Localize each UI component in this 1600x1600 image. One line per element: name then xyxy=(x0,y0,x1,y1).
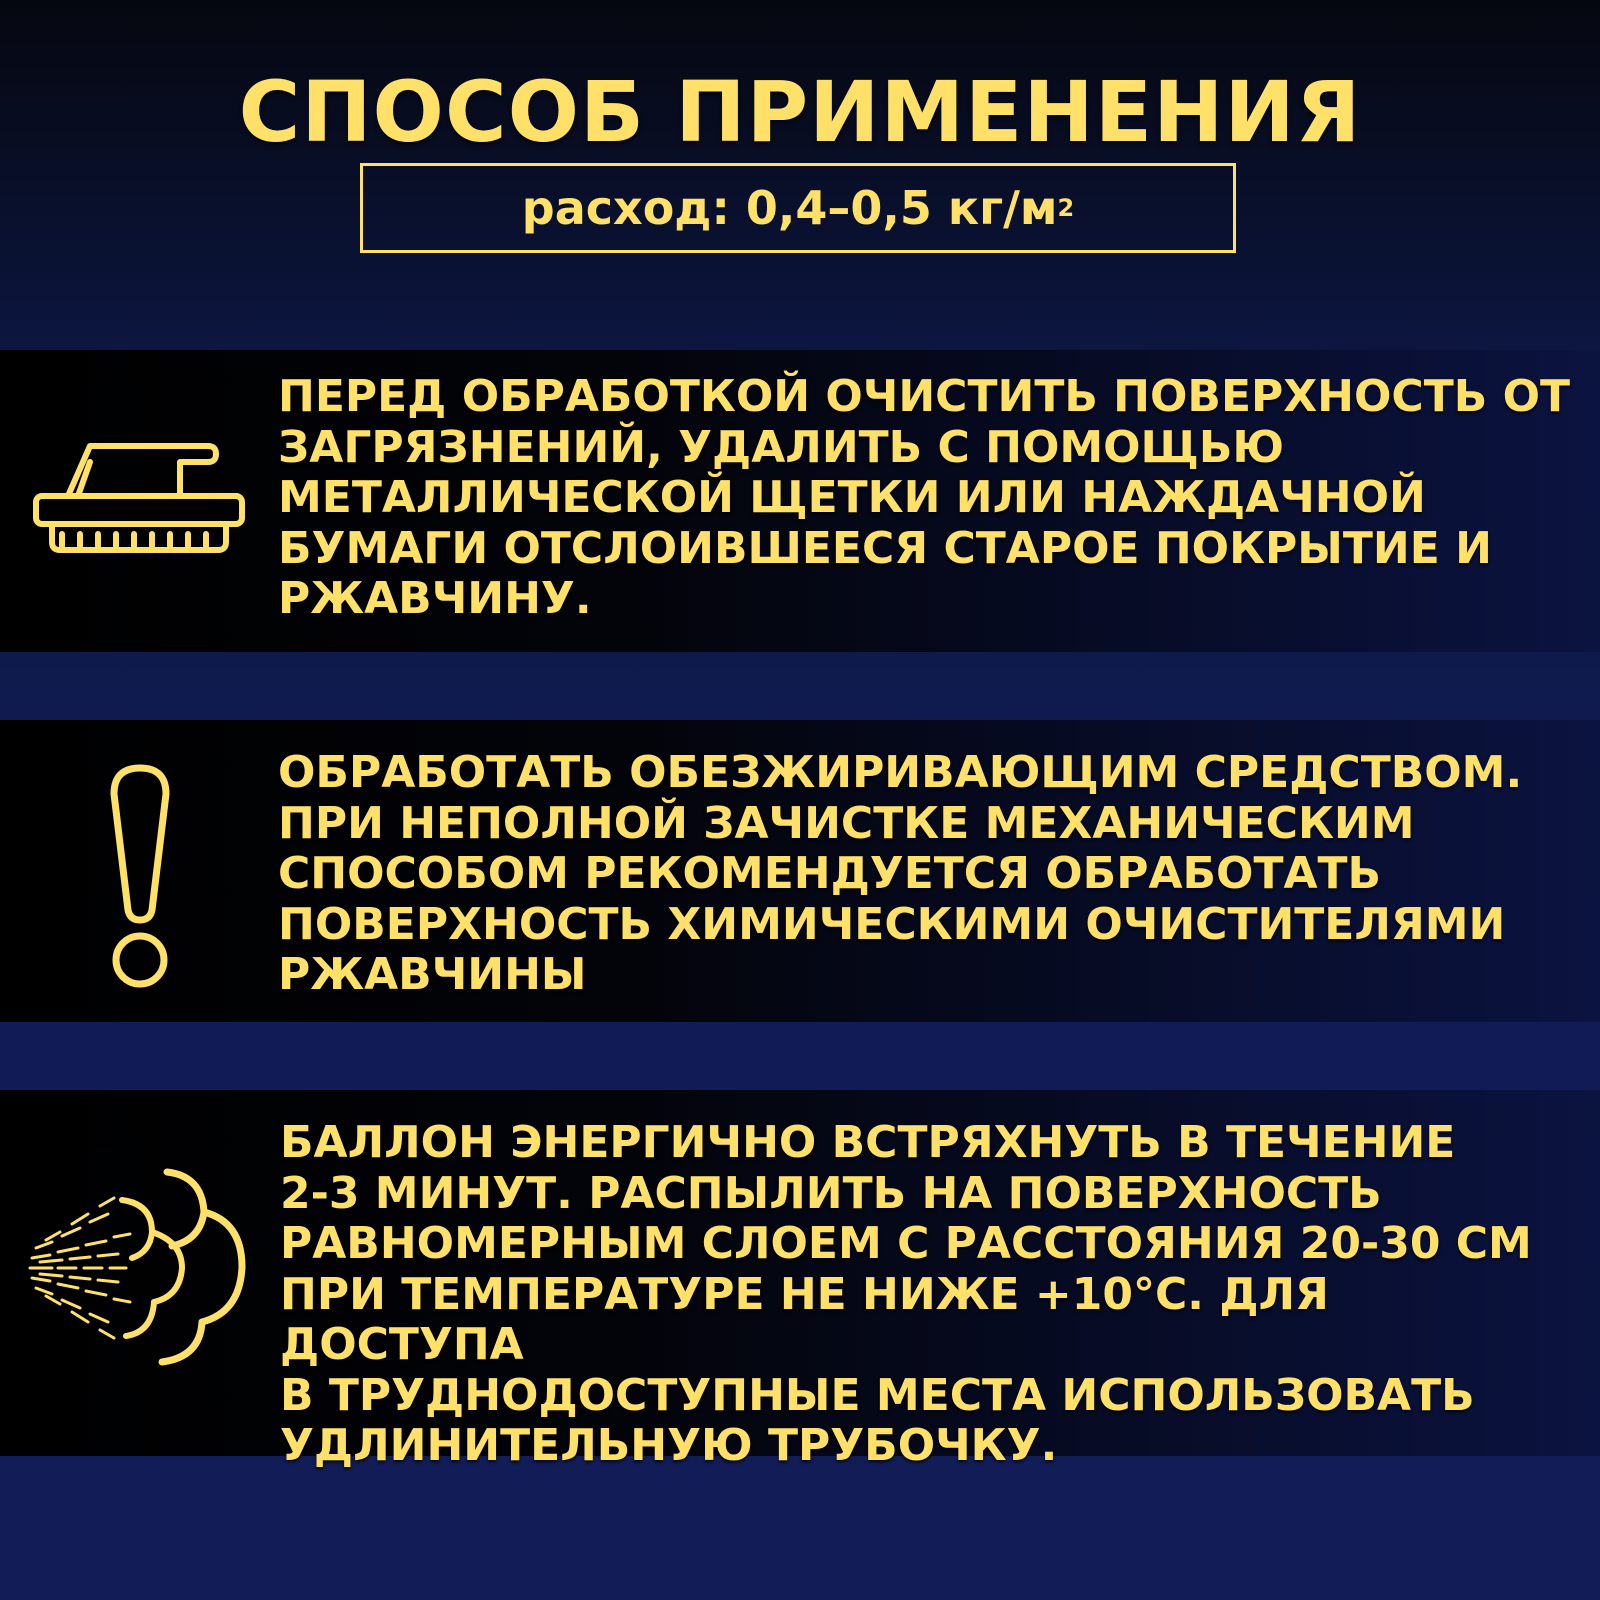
page-title: СПОСОБ ПРИМЕНЕНИЯ xyxy=(238,63,1362,161)
spray-icon xyxy=(22,1162,252,1372)
step-2-band xyxy=(0,720,1600,1022)
consumption-text: расход: 0,4–0,5 кг/м xyxy=(521,181,1058,235)
consumption-box xyxy=(360,163,1236,253)
exclamation-icon xyxy=(100,760,180,990)
step-2-text: ОБРАБОТАТЬ ОБЕЗЖИРИВАЮЩИМ СРЕДСТВОМ. ПРИ НЕПОЛНОЙ ЗАЧИСТКЕ МЕХАНИЧЕСКИМ СПОСОБОМ РЕКОМЕНДУЕТСЯ ОБРАБОТАТЬ ПОВЕРХНОСТЬ ХИМИЧЕСКИМИ ОЧИСТИТЕЛЯМИ РЖАВЧИНЫ xyxy=(278,747,1523,1000)
step-3-band xyxy=(0,1090,1600,1471)
step-1-text: ПЕРЕД ОБРАБОТКОЙ ОЧИСТИТЬ ПОВЕРХНОСТЬ ОТ ЗАГРЯЗНЕНИЙ, УДАЛИТЬ С ПОМОЩЬЮ МЕТАЛЛИЧЕСКОЙ ЩЕТКИ ИЛИ НАЖДАЧНОЙ БУМАГИ ОТСЛОИВШЕЕСЯ СТАРОЕ ПОКРЫТИЕ И РЖАВЧИНУ. xyxy=(278,371,1570,624)
step-3-text: БАЛЛОН ЭНЕРГИЧНО ВСТРЯХНУТЬ В ТЕЧЕНИЕ 2-3 МИНУТ. РАСПЫЛИТЬ НА ПОВЕРХНОСТЬ РАВНОМЕРНЫМ СЛОЕМ С РАССТОЯНИЯ 20-30 СМ ПРИ ТЕМПЕРАТУРЕ НЕ НИЖЕ +10°С. ДЛЯ ДОСТУПА В ТРУДНОДОСТУПНЫЕ МЕСТА ИСПОЛЬЗОВАТЬ УДЛИНИТЕЛЬНУЮ ТРУБОЧКУ. xyxy=(280,1117,1532,1471)
step-1-band xyxy=(0,350,1600,652)
consumption-superscript: 2 xyxy=(1057,194,1075,222)
brush-icon xyxy=(30,428,250,578)
